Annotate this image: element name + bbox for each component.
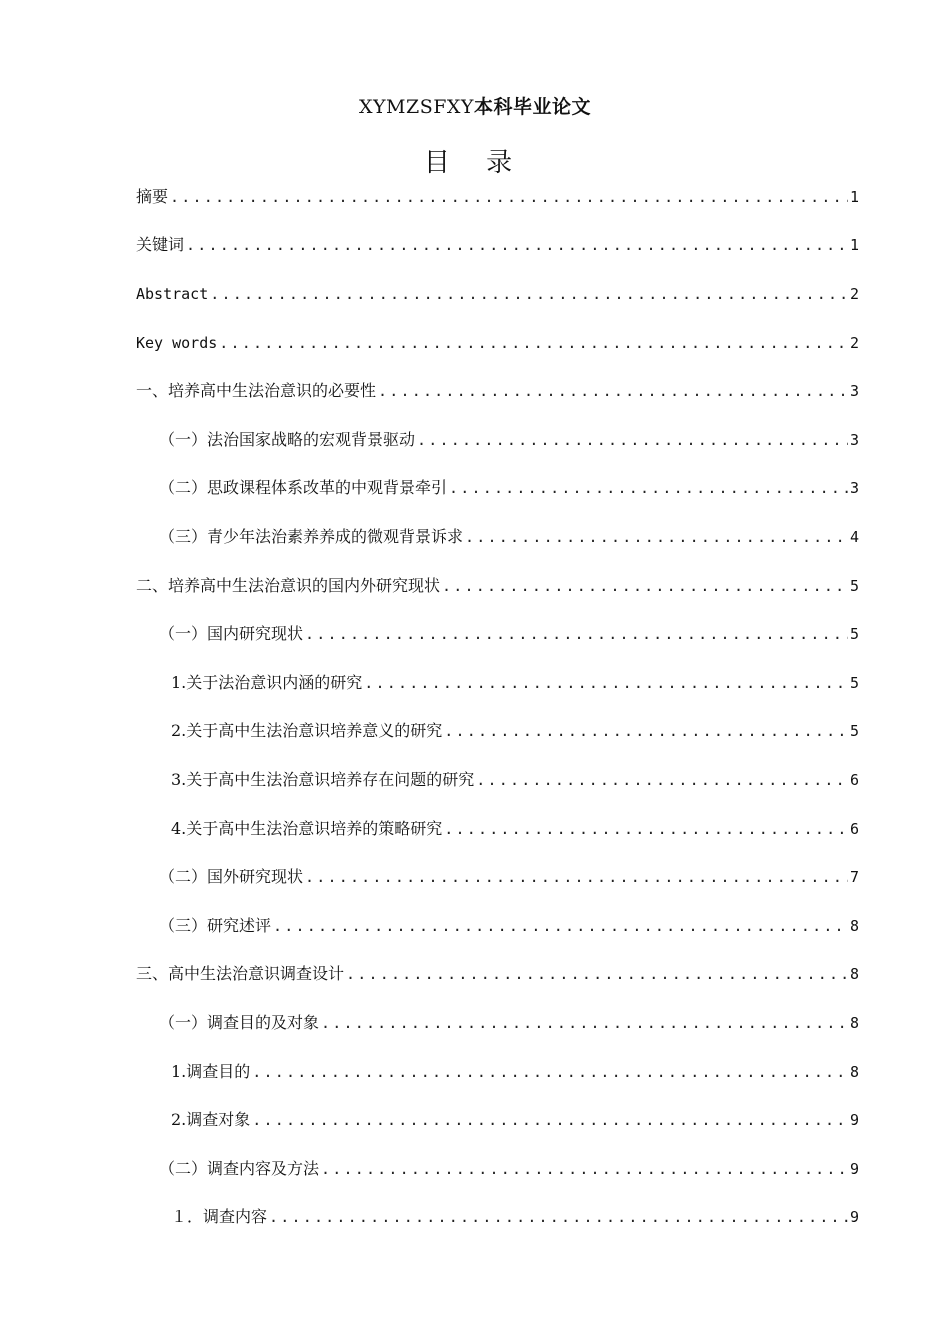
toc-leader — [273, 913, 848, 939]
toc-entry[interactable] — [171, 670, 859, 696]
toc-entry-page: 5 — [849, 674, 859, 692]
toc-entry[interactable] — [159, 1010, 859, 1036]
toc-entry-page: 5 — [849, 577, 859, 595]
toc-entry-page: 8 — [849, 1063, 859, 1081]
toc-entry-page: 8 — [849, 965, 859, 983]
toc-entry-label: 摘要 — [136, 187, 169, 206]
toc-leader — [417, 427, 848, 453]
toc-entry-label: 2.调查对象 — [171, 1110, 251, 1129]
toc-entry-page: 2 — [849, 285, 859, 303]
toc-leader — [321, 1010, 848, 1036]
toc-entry[interactable] — [171, 1059, 859, 1085]
toc-entry[interactable] — [171, 1107, 859, 1133]
header-prefix: XYMZSFXY — [358, 96, 474, 118]
toc-entry-label: （二）国外研究现状 — [159, 867, 304, 886]
toc-leader — [444, 718, 848, 744]
toc-leader — [170, 184, 848, 210]
toc-entry-page: 1 — [849, 236, 859, 254]
toc-entry-label: 二、培养高中生法治意识的国内外研究现状 — [136, 576, 441, 595]
toc-entry-page: 1 — [849, 188, 859, 206]
toc-entry-label: 三、高中生法治意识调查设计 — [136, 964, 345, 983]
toc-entry-page: 7 — [849, 868, 859, 886]
toc-entry-label: 关键词 — [136, 235, 185, 254]
toc-leader — [219, 330, 848, 356]
toc-entry[interactable] — [159, 475, 859, 501]
toc-entry-page: 9 — [849, 1160, 859, 1178]
toc-entry[interactable] — [136, 184, 859, 210]
toc-entry-page: 9 — [849, 1111, 859, 1129]
toc-entry-page: 8 — [849, 1014, 859, 1032]
toc-entry[interactable] — [159, 864, 859, 890]
toc-leader — [346, 961, 848, 987]
toc-entry[interactable] — [136, 378, 859, 404]
toc-entry[interactable] — [159, 524, 859, 550]
toc-entry-label: （一）调查目的及对象 — [159, 1013, 320, 1032]
toc-entry[interactable] — [136, 281, 859, 307]
toc-title: 目 录 — [423, 148, 527, 178]
toc-leader — [305, 621, 848, 647]
toc-leader — [305, 864, 848, 890]
toc-entry[interactable] — [159, 427, 859, 453]
toc-entry[interactable] — [136, 573, 859, 599]
toc-entry-label: 2.关于高中生法治意识培养意义的研究 — [171, 721, 443, 740]
toc-entry-label: 4.关于高中生法治意识培养的策略研究 — [171, 819, 443, 838]
toc-entry[interactable] — [171, 767, 859, 793]
toc-entry[interactable] — [171, 718, 859, 744]
toc-entry-label: （三）研究述评 — [159, 916, 272, 935]
toc-entry-page: 4 — [849, 528, 859, 546]
toc-entry-page: 5 — [849, 625, 859, 643]
toc-leader — [186, 232, 848, 258]
toc-entry-page: 3 — [849, 382, 859, 400]
toc-leader — [364, 670, 848, 696]
toc-entry-label: １．调查内容 — [171, 1207, 268, 1226]
toc-entry-label: （二）思政课程体系改革的中观背景牵引 — [159, 478, 448, 497]
toc-entry-page: 6 — [849, 820, 859, 838]
toc-entry-page: 3 — [849, 479, 859, 497]
toc-entry-label: （三）青少年法治素养养成的微观背景诉求 — [159, 527, 464, 546]
toc-entry[interactable] — [136, 961, 859, 987]
toc-leader — [476, 767, 848, 793]
toc-leader — [449, 475, 848, 501]
toc-entry-label: 一、培养高中生法治意识的必要性 — [136, 381, 377, 400]
toc-entry[interactable] — [159, 1156, 859, 1182]
toc-entry-label: （二）调查内容及方法 — [159, 1159, 320, 1178]
toc-entry-label: 3.关于高中生法治意识培养存在问题的研究 — [171, 770, 475, 789]
toc-entry-label: （一）法治国家战略的宏观背景驱动 — [159, 430, 416, 449]
toc-entry-page: 8 — [849, 917, 859, 935]
toc-leader — [252, 1107, 848, 1133]
toc-entry[interactable] — [171, 1204, 859, 1230]
toc-entry[interactable] — [136, 330, 859, 356]
toc-entry-label: 1.调查目的 — [171, 1062, 251, 1081]
toc-entry[interactable] — [159, 913, 859, 939]
toc-entry-label: Abstract — [136, 285, 209, 303]
toc-leader — [442, 573, 848, 599]
toc-entry-label: （一）国内研究现状 — [159, 624, 304, 643]
header-suffix: 本科毕业论文 — [473, 96, 591, 118]
toc-leader — [210, 281, 848, 307]
toc-leader — [444, 816, 848, 842]
toc-leader — [252, 1059, 848, 1085]
toc-leader — [269, 1204, 848, 1230]
toc-entry[interactable] — [171, 816, 859, 842]
toc-entry-page: 9 — [849, 1208, 859, 1226]
toc-entry-page: 3 — [849, 431, 859, 449]
toc-entry-page: 5 — [849, 722, 859, 740]
document-header — [0, 92, 950, 119]
toc-leader — [378, 378, 848, 404]
toc-entry[interactable] — [136, 232, 859, 258]
toc-leader — [321, 1156, 848, 1182]
toc-entry-label: 1.关于法治意识内涵的研究 — [171, 673, 363, 692]
toc-entry[interactable] — [159, 621, 859, 647]
toc-leader — [465, 524, 848, 550]
toc-entry-page: 6 — [849, 771, 859, 789]
toc-entry-page: 2 — [849, 334, 859, 352]
toc-entry-label: Key words — [136, 334, 218, 352]
